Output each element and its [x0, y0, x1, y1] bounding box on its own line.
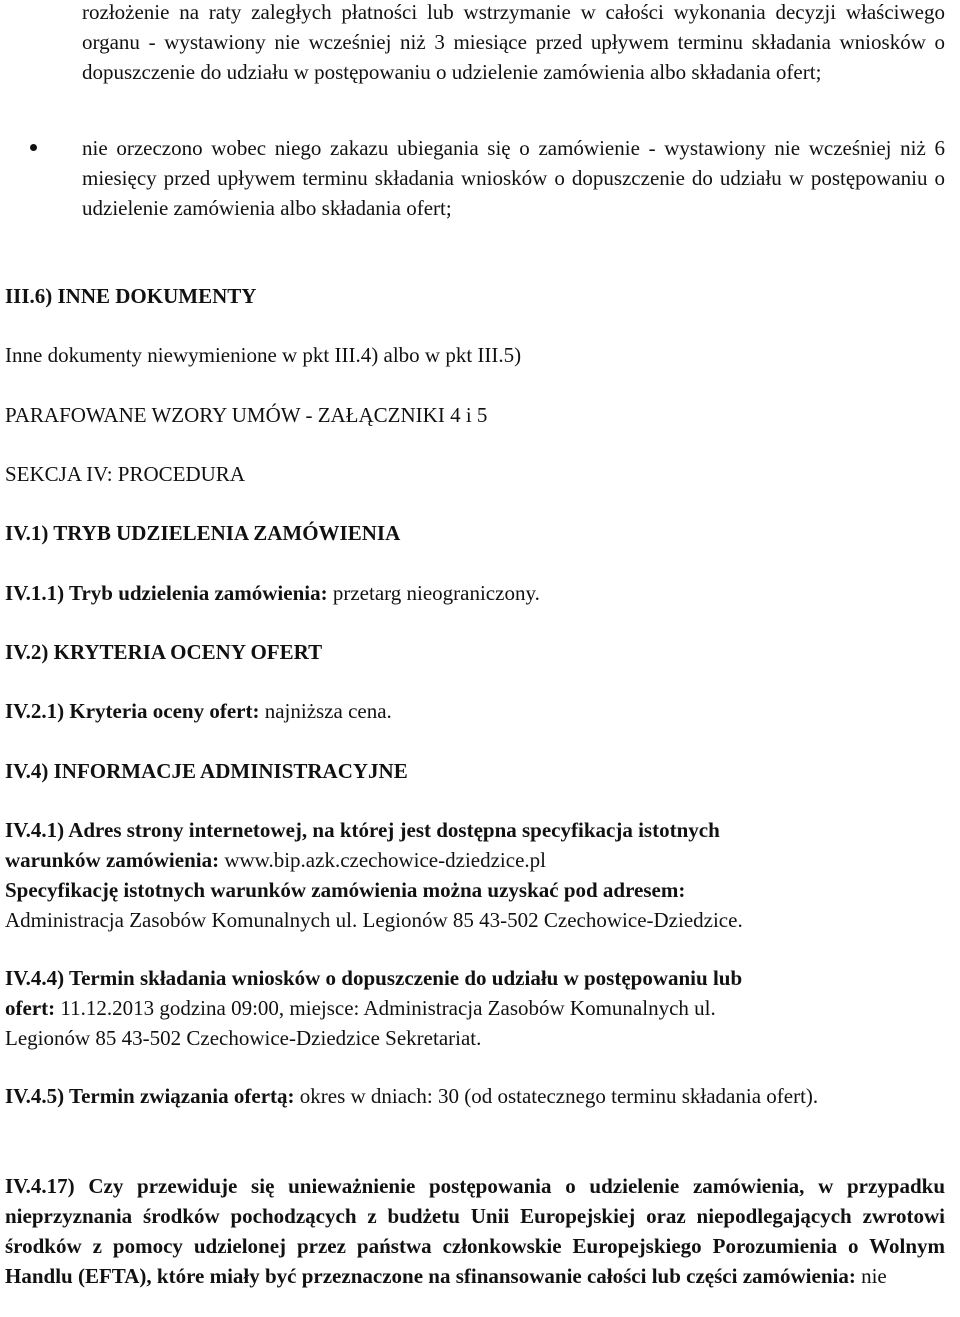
bullet-item: [82, 133, 945, 223]
field-kryteria-oceny: [5, 696, 945, 726]
field-value: przetarg nieograniczony.: [332, 581, 540, 605]
field-label: IV.4.17) Czy przewiduje się unieważnienie postępowania o udzielenie zamówienia, w przypadku nieprzyznania środków pochodzących z budżetu Unii Europejskiej oraz niepodlegających zwrotowi środków z pomocy udzielonej przez państwa członkowskie Europejskiego Porozumienia o Wolnym Handlu (EFTA), które miały być przeznaczone na sfinansowanie całości lub części zamówienia:: [5, 1174, 945, 1288]
other-documents-value: PARAFOWANE WZORY UMÓW - ZAŁĄCZNIKI 4 i 5: [5, 403, 488, 427]
field-value: najniższa cena.: [264, 699, 392, 723]
field-termin-skladania: [5, 963, 945, 1053]
field-label: IV.4.5) Termin związania ofertą:: [5, 1084, 295, 1108]
bullet-item-continued: [82, 0, 945, 87]
heading-IV1: IV.1) TRYB UDZIELENIA ZAMÓWIENIA: [5, 521, 401, 545]
field-label: IV.4.1) Adres strony internetowej, na której jest dostępna specyfikacja istotnych: [5, 818, 720, 842]
field-label: IV.1.1) Tryb udzielenia zamówienia:: [5, 581, 328, 605]
heading-IV4: IV.4) INFORMACJE ADMINISTRACYJNE: [5, 759, 408, 783]
heading-IV2: IV.2) KRYTERIA OCENY OFERT: [5, 640, 323, 664]
website-url: www.bip.azk.czechowice-dziedzice.pl: [224, 848, 546, 872]
bullet-dot-icon: [30, 144, 37, 151]
field-value: nie: [861, 1264, 887, 1288]
field-label: IV.4.4) Termin składania wniosków o dopuszczenie do udziału w postępowaniu lub: [5, 966, 743, 990]
field-value: Legionów 85 43-502 Czechowice-Dziedzice Sekretariat.: [5, 1026, 482, 1050]
field-label: warunków zamówienia:: [5, 848, 220, 872]
field-tryb-udzielenia: [5, 578, 945, 608]
field-label: ofert:: [5, 996, 56, 1020]
field-uniewaznienie: [5, 1171, 945, 1291]
field-value: okres w dniach: 30 (od ostatecznego terminu składania ofert).: [299, 1084, 819, 1108]
subheading-other-documents: Inne dokumenty niewymienione w pkt III.4) albo w pkt III.5): [5, 343, 522, 367]
field-label: IV.2.1) Kryteria oceny ofert:: [5, 699, 260, 723]
field-label: Specyfikację istotnych warunków zamówienia można uzyskać pod adresem:: [5, 878, 686, 902]
section-heading-IV: SEKCJA IV: PROCEDURA: [5, 462, 245, 486]
field-value: 11.12.2013 godzina 09:00, miejsce: Administracja Zasobów Komunalnych ul.: [60, 996, 716, 1020]
field-adres-strony: [5, 815, 945, 935]
bullet-text: rozłożenie na raty zaległych płatności lub wstrzymanie w całości wykonania decyzji właściwego organu - wystawiony nie wcześniej niż 3 miesiące przed upływem terminu składania wniosków o dopuszczenie do udziału w postępowaniu o udzielenie zamówienia albo składania ofert;: [82, 0, 945, 84]
field-value: Administracja Zasobów Komunalnych ul. Legionów 85 43-502 Czechowice-Dziedzice.: [5, 908, 743, 932]
section-heading-III6: III.6) INNE DOKUMENTY: [5, 284, 257, 308]
bullet-text: nie orzeczono wobec niego zakazu ubiegania się o zamówienie - wystawiony nie wcześniej niż 6 miesięcy przed upływem terminu składania wniosków o dopuszczenie do udziału w postępowaniu o udzielenie zamówienia albo składania ofert;: [82, 136, 945, 220]
field-termin-zwiazania: [5, 1081, 945, 1111]
